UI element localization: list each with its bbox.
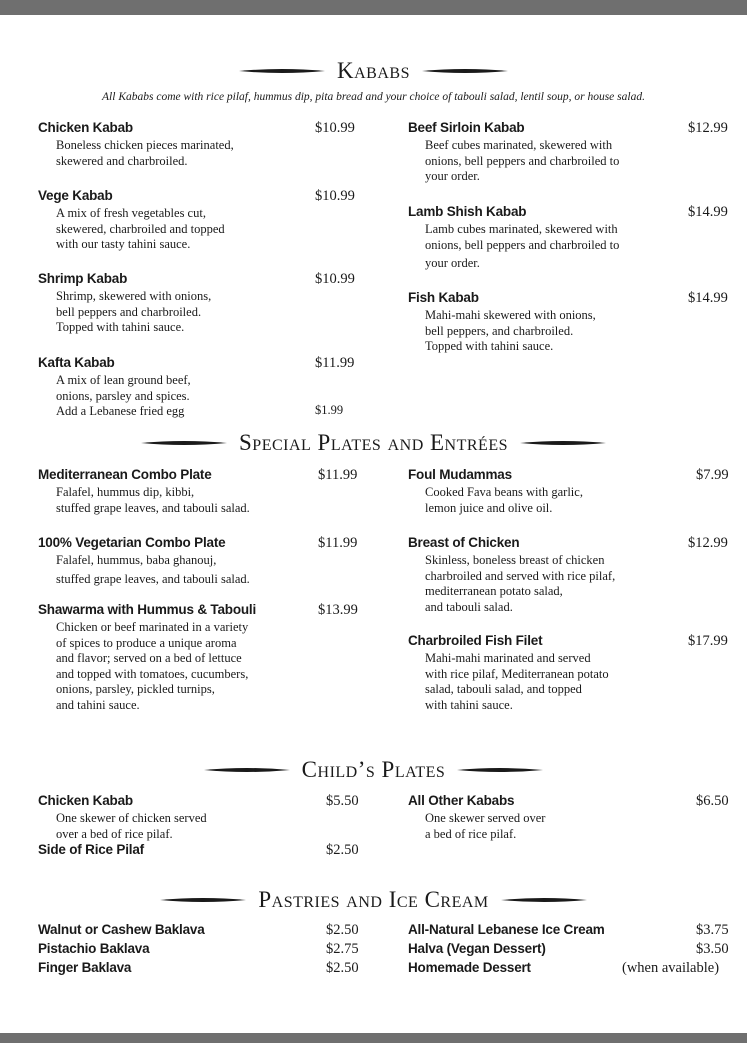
item-price: $2.75	[326, 941, 359, 957]
extra-price: $1.99	[315, 403, 344, 417]
item-description: Falafel, hummus, baba ghanouj, stuffed grape leaves, and tabouli salad.	[56, 553, 250, 586]
item-price: $6.50	[696, 793, 729, 809]
item-name: Foul Mudammas	[408, 467, 512, 482]
menu-item-lebanese-ice-cream	[408, 922, 605, 937]
item-name: Breast of Chicken	[408, 535, 520, 550]
item-description: Cooked Fava beans with garlic, lemon juice and olive oil.	[425, 485, 583, 515]
menu-item-kafta-kabab	[38, 355, 115, 370]
menu-item-finger-baklava	[38, 960, 131, 975]
item-name: Beef Sirloin Kabab	[408, 120, 525, 135]
item-name: Halva (Vegan Dessert)	[408, 941, 546, 956]
item-name: All Other Kababs	[408, 793, 515, 808]
section-title: Child’s Plates	[301, 757, 446, 782]
item-description: Chicken or beef marinated in a variety of spices to produce a unique aroma and flavor; served on a bed of lettuce and topped with tomatoes, cucumbers, onions, parsley, pickled turnips, and tahini sauce.	[56, 620, 249, 712]
kababs-heading	[0, 58, 747, 84]
item-name: Mediterranean Combo Plate	[38, 467, 212, 482]
item-price: $11.99	[315, 355, 355, 371]
flourish-left-icon	[239, 68, 325, 74]
flourish-left-icon	[204, 767, 290, 773]
item-description: Skinless, boneless breast of chicken charbroiled and served with rice pilaf, mediterranean potato salad, and tabouli salad.	[425, 553, 616, 614]
flourish-right-icon	[422, 68, 508, 74]
item-price: $14.99	[688, 204, 728, 220]
item-description: Lamb cubes marinated, skewered with onions, bell peppers and charbroiled to your order.	[425, 222, 620, 271]
item-price: (when available)	[622, 960, 720, 976]
item-description: Shrimp, skewered with onions, bell peppers and charbroiled. Topped with tahini sauce.	[56, 289, 212, 335]
menu-item-shawarma	[38, 602, 256, 617]
item-price: $12.99	[688, 120, 728, 136]
menu-item-all-other-kababs	[408, 793, 514, 808]
item-name: Kafta Kabab	[38, 355, 115, 370]
menu-item-mediterranean-combo	[38, 467, 212, 482]
item-name: Side of Rice Pilaf	[38, 842, 144, 857]
item-name: Vege Kabab	[38, 188, 113, 203]
flourish-left-icon	[160, 897, 246, 903]
item-price: $11.99	[318, 467, 358, 483]
menu-item-foul-mudammas	[408, 467, 512, 482]
menu-item-breast-of-chicken	[408, 535, 519, 550]
item-name: Chicken Kabab	[38, 793, 133, 808]
kababs-subtitle: All Kababs come with rice pilaf, hummus dip, pita bread and your choice of tabouli salad, lentil soup, or house salad.	[102, 91, 645, 103]
item-price: $3.75	[696, 922, 729, 938]
menu-item-beef-sirloin-kabab	[408, 120, 524, 135]
item-description: One skewer served over a bed of rice pilaf.	[425, 811, 546, 841]
item-price: $7.99	[696, 467, 729, 483]
item-price: $11.99	[318, 535, 358, 551]
item-price: $3.50	[696, 941, 729, 957]
item-price: $10.99	[315, 188, 355, 204]
item-description: Mahi-mahi skewered with onions, bell peppers, and charbroiled. Topped with tahini sauce.	[425, 308, 596, 354]
flourish-left-icon	[141, 440, 227, 446]
menu-item-walnut-baklava	[38, 922, 205, 937]
item-name: Charbroiled Fish Filet	[408, 633, 543, 648]
special-plates-heading	[0, 430, 747, 456]
top-border	[0, 0, 747, 15]
item-description: Beef cubes marinated, skewered with onions, bell peppers and charbroiled to your order.	[425, 138, 620, 184]
menu-item-shrimp-kabab	[38, 271, 127, 286]
menu-item-lamb-shish-kabab	[408, 204, 526, 219]
item-name: All-Natural Lebanese Ice Cream	[408, 922, 605, 937]
item-price: $2.50	[326, 960, 359, 976]
item-description: Mahi-mahi marinated and served with rice pilaf, Mediterranean potato salad, tabouli salad, and topped with tahini sauce.	[425, 651, 609, 712]
flourish-right-icon	[520, 440, 606, 446]
menu-item-fish-kabab	[408, 290, 479, 305]
item-price: $12.99	[688, 535, 728, 551]
menu-item-charbroiled-fish-filet	[408, 633, 542, 648]
menu-item-child-chicken-kabab	[38, 793, 133, 808]
item-name: Homemade Dessert	[408, 960, 531, 975]
menu-item-pistachio-baklava	[38, 941, 149, 956]
item-description: One skewer of chicken served over a bed of rice pilaf.	[56, 811, 207, 841]
menu-item-halva	[408, 941, 546, 956]
item-name: Pistachio Baklava	[38, 941, 150, 956]
item-name: 100% Vegetarian Combo Plate	[38, 535, 226, 550]
item-name: Shrimp Kabab	[38, 271, 128, 286]
item-name: Fish Kabab	[408, 290, 479, 305]
item-name: Shawarma with Hummus & Tabouli	[38, 602, 257, 617]
item-price: $10.99	[315, 271, 355, 287]
item-price: $2.50	[326, 842, 359, 858]
item-price: $10.99	[315, 120, 355, 136]
item-name: Lamb Shish Kabab	[408, 204, 527, 219]
item-description: A mix of fresh vegetables cut, skewered, charbroiled and topped with our tasty tahini sauce.	[56, 206, 225, 252]
section-title: Pastries and Ice Cream	[258, 887, 489, 912]
section-title: Special Plates and Entrées	[239, 430, 508, 455]
item-name: Walnut or Cashew Baklava	[38, 922, 205, 937]
menu-item-chicken-kabab	[38, 120, 133, 135]
menu-item-vege-kabab	[38, 188, 113, 203]
item-price: $2.50	[326, 922, 359, 938]
flourish-right-icon	[457, 767, 543, 773]
pastries-heading	[0, 887, 747, 913]
item-price: $17.99	[688, 633, 728, 649]
flourish-right-icon	[501, 897, 587, 903]
childs-plates-heading	[0, 757, 747, 783]
menu-item-vegetarian-combo	[38, 535, 225, 550]
section-title: Kababs	[337, 58, 410, 83]
item-price: $14.99	[688, 290, 728, 306]
menu-item-side-rice-pilaf	[38, 842, 144, 857]
item-description: Falafel, hummus dip, kibbi, stuffed grape leaves, and tabouli salad.	[56, 485, 250, 515]
menu-item-homemade-dessert	[408, 960, 531, 975]
item-name: Finger Baklava	[38, 960, 132, 975]
item-price: $5.50	[326, 793, 359, 809]
item-description: A mix of lean ground beef, onions, parsley and spices. Add a Lebanese fried egg	[56, 373, 191, 419]
item-name: Chicken Kabab	[38, 120, 133, 135]
item-description: Boneless chicken pieces marinated, skewered and charbroiled.	[56, 138, 234, 168]
bottom-border	[0, 1033, 747, 1043]
item-price: $13.99	[318, 602, 358, 618]
